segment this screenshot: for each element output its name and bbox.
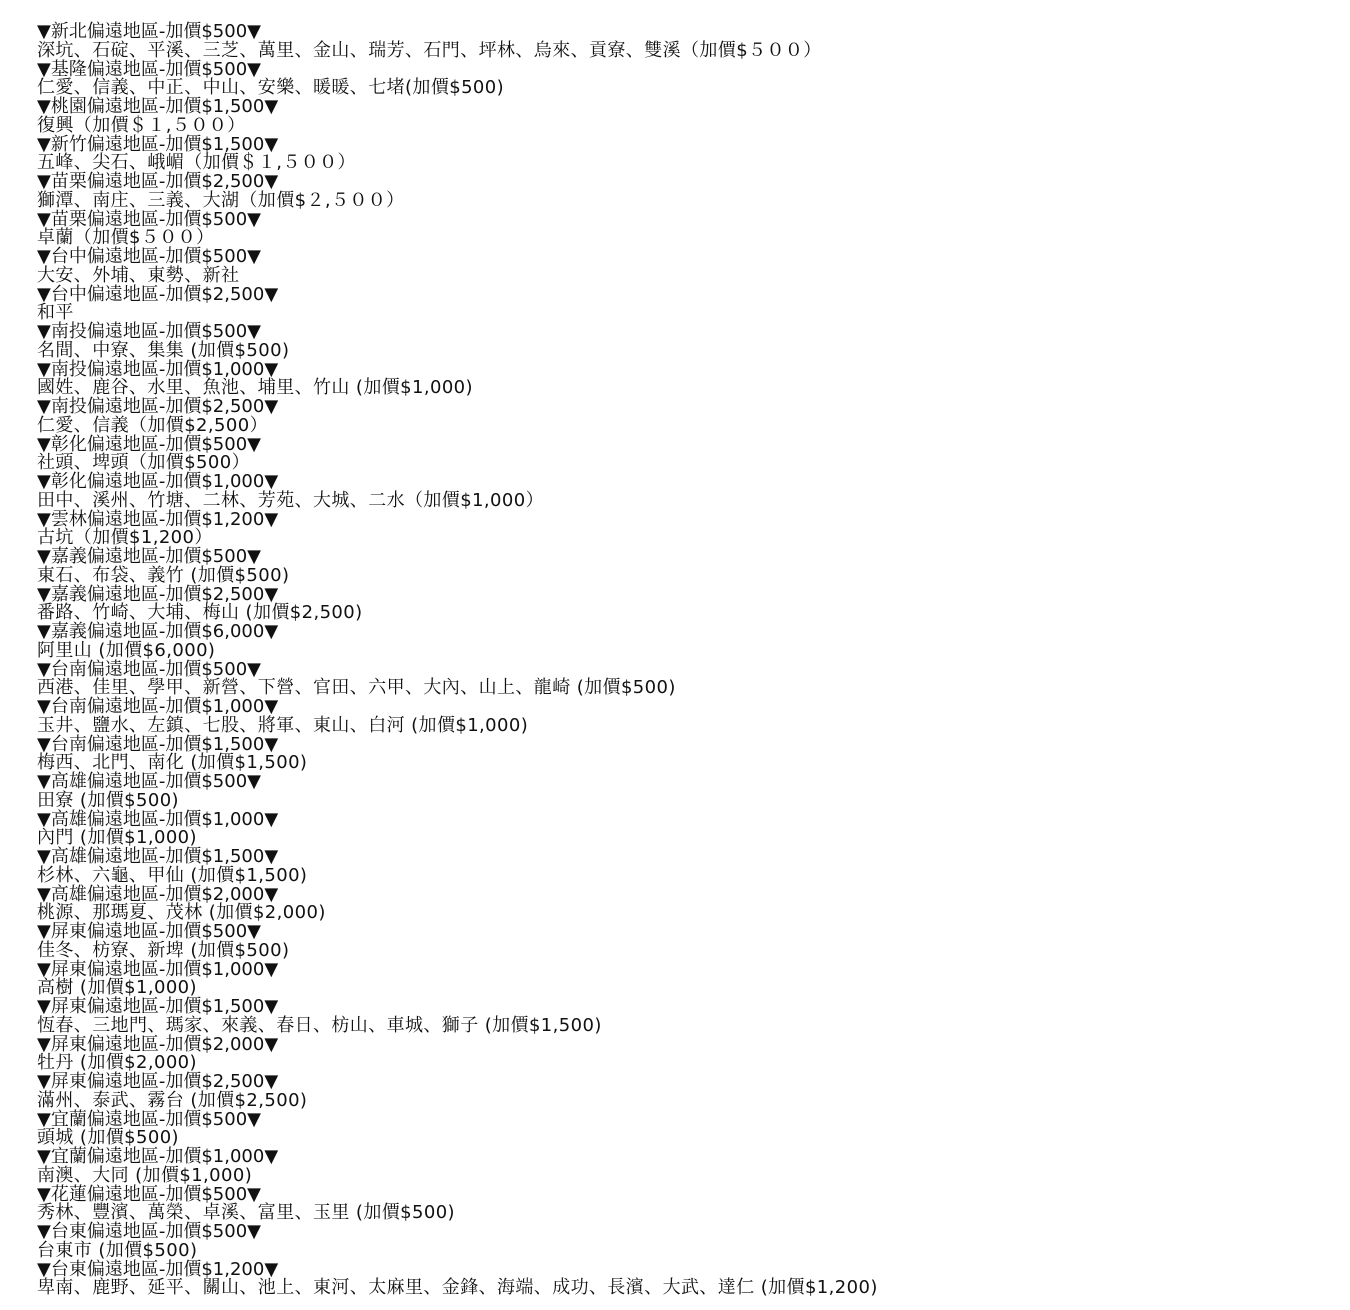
region-header: ▼宜蘭偏遠地區-加價$500▼ [37, 1108, 261, 1130]
region-header: ▼彰化偏遠地區-加價$500▼ [37, 433, 261, 455]
region-header: ▼嘉義偏遠地區-加價$2,500▼ [37, 583, 279, 605]
region-header: ▼高雄偏遠地區-加價$1,500▼ [37, 846, 279, 867]
region-areas: 南澳、大同 (加價$1,000) [37, 1164, 253, 1186]
region-header: ▼台南偏遠地區-加價$1,000▼ [37, 696, 279, 717]
region-header: ▼彰化偏遠地區-加價$1,000▼ [37, 471, 279, 492]
region-header: ▼高雄偏遠地區-加價$500▼ [37, 771, 261, 792]
region-header: ▼台南偏遠地區-加價$500▼ [37, 658, 261, 680]
remote-area-surcharge-list [37, 23, 1327, 1298]
region-header: ▼高雄偏遠地區-加價$2,000▼ [37, 883, 279, 905]
region-areas: 阿里山 (加價$6,000) [37, 639, 216, 661]
region-header: ▼台中偏遠地區-加價$2,500▼ [37, 283, 279, 305]
region-header: ▼南投偏遠地區-加價$1,000▼ [37, 358, 279, 380]
region-header: ▼台中偏遠地區-加價$500▼ [37, 246, 261, 267]
region-areas: 田寮 (加價$500) [37, 789, 179, 811]
region-header: ▼屏東偏遠地區-加價$1,000▼ [37, 958, 279, 980]
region-areas: 佳冬、枋寮、新埤 (加價$500) [37, 939, 290, 961]
region-areas: 國姓、鹿谷、水里、魚池、埔里、竹山 (加價$1,000) [37, 377, 473, 399]
region-areas: 玉井、鹽水、左鎮、七股、將軍、東山、白河 (加價$1,000) [37, 714, 529, 736]
region-areas: 古坑（加價$1,200） [37, 527, 213, 549]
region-header: ▼苗栗偏遠地區-加價$2,500▼ [37, 171, 279, 192]
region-areas: 台東市 (加價$500) [37, 1239, 198, 1261]
region-header: ▼台南偏遠地區-加價$1,500▼ [37, 733, 279, 755]
region-areas: 頭城 (加價$500) [37, 1127, 179, 1149]
region-areas: 卓蘭（加價$５００） [37, 227, 215, 249]
region-areas: 獅潭、南庄、三義、大湖（加價$２,５００） [37, 189, 405, 211]
region-header: ▼屏東偏遠地區-加價$2,000▼ [37, 1033, 279, 1055]
region-header: ▼嘉義偏遠地區-加價$6,000▼ [37, 621, 279, 642]
region-header: ▼花蓮偏遠地區-加價$500▼ [37, 1183, 261, 1205]
region-areas: 田中、溪州、竹塘、二林、芳苑、大城、二水（加價$1,000） [37, 489, 544, 511]
region-header: ▼高雄偏遠地區-加價$1,000▼ [37, 808, 279, 830]
region-areas: 仁愛、信義、中正、中山、安樂、暖暖、七堵(加價$500) [37, 77, 505, 99]
region-header: ▼桃園偏遠地區-加價$1,500▼ [37, 96, 279, 117]
region-areas: 卑南、鹿野、延平、關山、池上、東河、太麻里、金鋒、海端、成功、長濱、大武、達仁 (加價$1,200) [37, 1277, 878, 1299]
region-header: ▼屏東偏遠地區-加價$1,500▼ [37, 996, 279, 1017]
region-header: ▼屏東偏遠地區-加價$2,500▼ [37, 1071, 279, 1092]
region-areas: 深坑、石碇、平溪、三芝、萬里、金山、瑞芳、石門、坪林、烏來、貢寮、雙溪（加價$５００） [37, 39, 822, 61]
region-areas: 大安、外埔、東勢、新社 [37, 264, 240, 286]
region-areas: 牡丹 (加價$2,000) [37, 1052, 197, 1074]
region-areas: 西港、佳里、學甲、新營、下營、官田、六甲、大內、山上、龍崎 (加價$500) [37, 677, 676, 699]
region-header: ▼宜蘭偏遠地區-加價$1,000▼ [37, 1146, 279, 1167]
region-header: ▼新竹偏遠地區-加價$1,500▼ [37, 133, 279, 155]
region-areas: 內門 (加價$1,000) [37, 827, 197, 849]
region-header: ▼苗栗偏遠地區-加價$500▼ [37, 208, 261, 230]
region-areas: 梅西、北門、南化 (加價$1,500) [37, 752, 308, 774]
region-header: ▼屏東偏遠地區-加價$500▼ [37, 921, 261, 942]
region-header: ▼雲林偏遠地區-加價$1,200▼ [37, 508, 279, 530]
region-areas: 秀林、豐濱、萬榮、卓溪、富里、玉里 (加價$500) [37, 1202, 455, 1224]
region-areas: 和平 [37, 302, 74, 324]
region-areas: 恆春、三地門、瑪家、來義、春日、枋山、車城、獅子 (加價$1,500) [37, 1014, 602, 1036]
region-header: ▼南投偏遠地區-加價$2,500▼ [37, 396, 279, 417]
region-areas: 復興（加價＄１,５００） [37, 114, 246, 136]
region-areas: 滿州、泰武、霧台 (加價$2,500) [37, 1089, 308, 1111]
region-header: ▼新北偏遠地區-加價$500▼ [37, 21, 261, 42]
region-areas: 桃源、那瑪夏、茂林 (加價$2,000) [37, 902, 326, 924]
region-header: ▼基隆偏遠地區-加價$500▼ [37, 58, 261, 80]
region-header: ▼嘉義偏遠地區-加價$500▼ [37, 546, 261, 567]
region-header: ▼南投偏遠地區-加價$500▼ [37, 321, 261, 342]
region-areas: 東石、布袋、義竹 (加價$500) [37, 564, 290, 586]
region-areas: 社頭、埤頭（加價$500） [37, 452, 251, 474]
region-areas: 五峰、尖石、峨嵋（加價＄１,５００） [37, 152, 356, 174]
region-header: ▼台東偏遠地區-加價$500▼ [37, 1221, 261, 1242]
region-areas: 仁愛、信義（加價$2,500） [37, 414, 268, 436]
region-areas: 高樹 (加價$1,000) [37, 977, 197, 999]
region-areas: 番路、竹崎、大埔、梅山 (加價$2,500) [37, 602, 363, 624]
region-header: ▼台東偏遠地區-加價$1,200▼ [37, 1258, 279, 1280]
region-areas: 杉林、六龜、甲仙 (加價$1,500) [37, 864, 308, 886]
region-areas: 名間、中寮、集集 (加價$500) [37, 339, 290, 361]
